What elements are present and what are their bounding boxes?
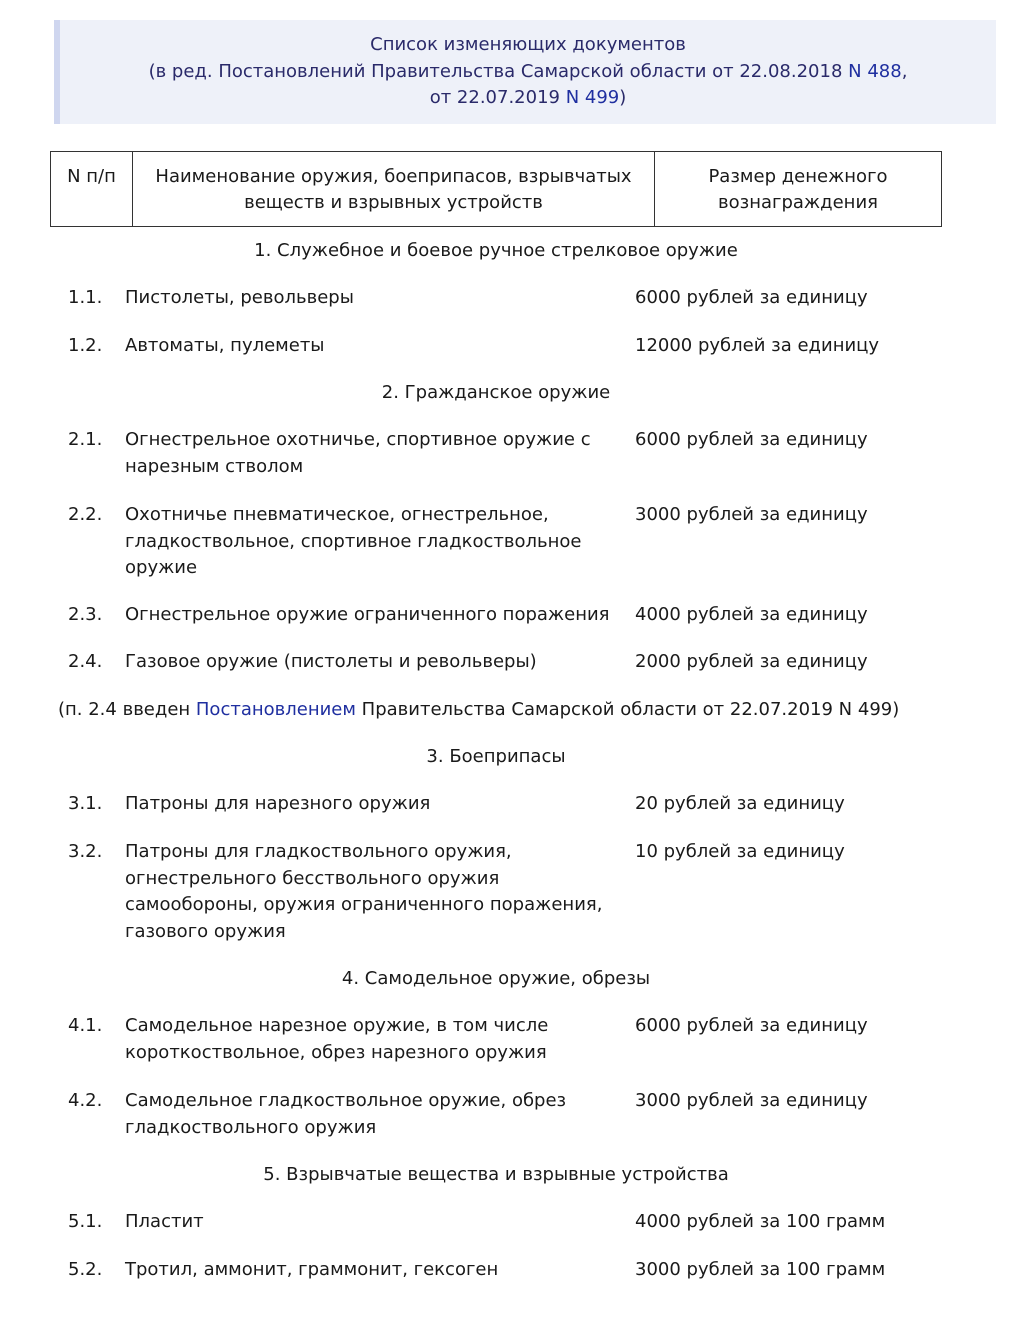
row-name-line: самообороны, оружия ограниченного поражения, [125, 894, 603, 916]
amendment-line-2-suffix: , [901, 60, 908, 82]
row-amount: 12000 рублей за единицу [635, 335, 880, 356]
row-name-line: Тротил, аммонит, граммонит, гексоген [125, 1259, 499, 1280]
row-name-line: нарезным стволом [125, 455, 304, 477]
row-amount: 6000 рублей за единицу [635, 287, 868, 308]
row-name [125, 1209, 617, 1236]
amendment-box [54, 20, 996, 124]
row-number: 3.2. [68, 841, 103, 862]
header-name-line-1: Наименование оружия, боеприпасов, взрывчатых [155, 166, 632, 187]
row-number: 2.2. [68, 504, 103, 525]
amendment-title: Список изменяющих документов [370, 34, 686, 55]
amendment-link-n488[interactable]: N 488 [848, 60, 902, 82]
header-amount [655, 152, 942, 227]
note-link[interactable]: Постановлением [195, 699, 356, 720]
row-name [125, 1013, 617, 1066]
note-prefix: (п. 2.4 введен [58, 699, 196, 720]
row-name-line: Огнестрельное охотничье, спортивное оружие с [125, 429, 591, 450]
reward-table-header [50, 151, 942, 227]
row-name-line: Самодельное гладкоствольное оружие, обрез [125, 1090, 567, 1111]
row-name [125, 649, 617, 676]
amendment-line-3-text: от 22.07.2019 [429, 87, 566, 108]
row-name [125, 285, 617, 312]
row-number: 2.1. [68, 429, 103, 450]
row-amount: 20 рублей за единицу [635, 793, 845, 814]
row-amount: 3000 рублей за единицу [635, 504, 868, 525]
row-name [125, 602, 617, 629]
amendment-line-2-text: (в ред. Постановлений Правительства Самарской области от 22.08.2018 [148, 60, 849, 82]
row-name-line: Патроны для гладкоствольного оружия, [125, 841, 512, 862]
row-name-line: гладкоствольного оружия [125, 1116, 377, 1138]
row-number: 3.1. [68, 793, 103, 814]
section-title-1: 1. Служебное и боевое ручное стрелковое оружие [254, 240, 738, 261]
row-name-line: гладкоствольное, спортивное гладкоствольное [125, 530, 582, 552]
section-title-4: 4. Самодельное оружие, обрезы [341, 968, 651, 989]
row-name [125, 1257, 617, 1284]
row-amount: 6000 рублей за единицу [635, 429, 868, 450]
row-amount: 3000 рублей за 100 грамм [635, 1259, 886, 1280]
row-name-line: Пластит [125, 1211, 204, 1232]
header-num-label: N п/п [67, 166, 116, 187]
note-2-4 [58, 697, 899, 723]
row-name-line: Самодельное нарезное оружие, в том числе [125, 1015, 549, 1036]
row-name [125, 427, 617, 480]
row-amount: 6000 рублей за единицу [635, 1015, 868, 1036]
row-name [125, 839, 617, 946]
row-amount: 4000 рублей за единицу [635, 604, 868, 625]
header-amount-line-1: Размер денежного [708, 166, 888, 187]
row-name [125, 1088, 617, 1141]
row-name-line: короткоствольное, обрез нарезного оружия [125, 1041, 547, 1063]
row-name-line: газового оружия [125, 921, 286, 943]
row-amount: 3000 рублей за единицу [635, 1090, 868, 1111]
header-amount-line-2: вознаграждения [718, 192, 878, 213]
amendment-line-3 [60, 85, 996, 112]
row-amount: 10 рублей за единицу [635, 841, 845, 862]
amendment-link-n499[interactable]: N 499 [565, 87, 620, 108]
row-number: 1.2. [68, 335, 103, 356]
header-name-line-2: веществ и взрывных устройств [244, 192, 543, 213]
row-amount: 4000 рублей за 100 грамм [635, 1211, 886, 1232]
row-number: 2.4. [68, 651, 103, 672]
note-suffix: Правительства Самарской области от 22.07.2019 N 499) [355, 699, 900, 720]
row-name [125, 791, 617, 818]
row-amount: 2000 рублей за единицу [635, 651, 868, 672]
row-name [125, 333, 617, 360]
row-name-line: Патроны для нарезного оружия [125, 793, 431, 814]
row-name [125, 502, 617, 582]
row-name-line: Пистолеты, револьверы [125, 287, 354, 308]
row-name-line: оружие [125, 557, 198, 579]
amendment-line-3-suffix: ) [619, 87, 627, 108]
row-number: 5.2. [68, 1259, 103, 1280]
header-name [133, 152, 655, 227]
row-name-line: Охотничье пневматическое, огнестрельное, [125, 504, 549, 525]
amendment-line-2 [60, 59, 996, 86]
section-title-3: 3. Боеприпасы [426, 746, 566, 767]
row-name-line: Автоматы, пулеметы [125, 335, 325, 356]
section-title-2: 2. Гражданское оружие [381, 382, 611, 403]
row-number: 4.2. [68, 1090, 103, 1111]
row-name-line: огнестрельного бесствольного оружия [125, 867, 500, 889]
section-title-5: 5. Взрывчатые вещества и взрывные устройства [263, 1164, 729, 1185]
row-number: 1.1. [68, 287, 103, 308]
header-row [51, 152, 942, 227]
row-number: 5.1. [68, 1211, 103, 1232]
row-name-line: Газовое оружие (пистолеты и револьверы) [125, 651, 537, 672]
row-number: 4.1. [68, 1015, 103, 1036]
row-number: 2.3. [68, 604, 103, 625]
row-name-line: Огнестрельное оружие ограниченного поражения [125, 604, 610, 625]
header-num [51, 152, 133, 227]
